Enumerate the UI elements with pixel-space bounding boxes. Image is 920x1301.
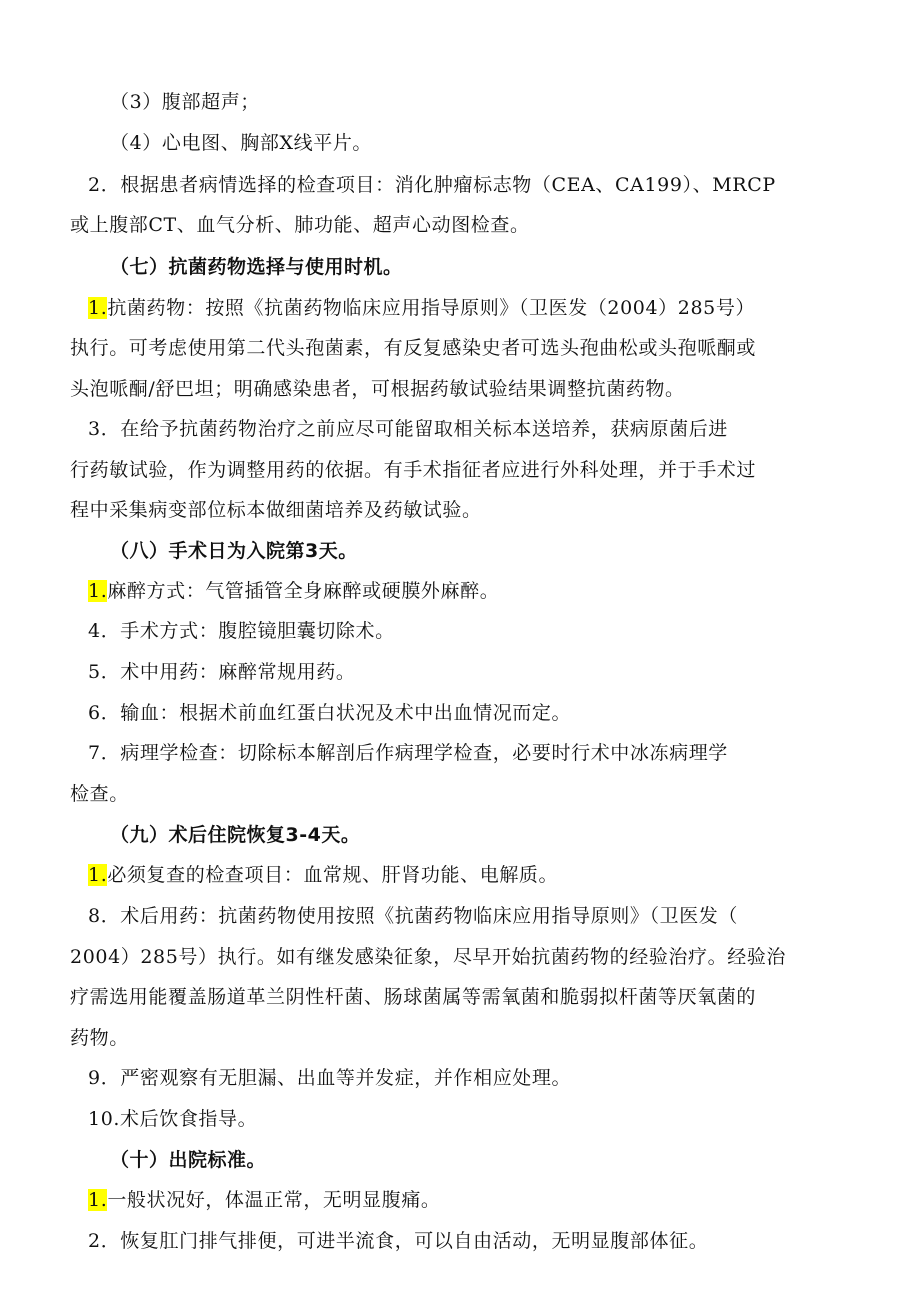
paragraph-antibiotics-line2: 执行。可考虑使用第二代头孢菌素，有反复感染史者可选头孢曲松或头孢哌酮或 [70, 337, 757, 359]
paragraph-complications: 9．严密观察有无胆漏、出血等并发症，并作相应处理。 [88, 1067, 572, 1089]
paragraph-anesthesia [88, 577, 499, 605]
paragraph-antibiotics-line1 [88, 294, 755, 322]
paragraph-postop-drugs-line4: 药物。 [70, 1027, 129, 1049]
paragraph-surgery-method: 4．手术方式：腹腔镜胆囊切除术。 [88, 620, 395, 642]
paragraph-text: 麻醉方式：气管插管全身麻醉或硬膜外麻醉。 [107, 580, 500, 602]
paragraph-text: 一般状况好，体温正常，无明显腹痛。 [107, 1189, 441, 1211]
paragraph-culture-line1: 3．在给予抗菌药物治疗之前应尽可能留取相关标本送培养，获病原菌后进 [88, 418, 728, 440]
paragraph-exam-items-line2: 或上腹部CT、血气分析、肺功能、超声心动图检查。 [70, 214, 530, 236]
section-heading-discharge: （十）出院标准。 [110, 1149, 267, 1171]
paragraph-culture-line2: 行药敏试验，作为调整用药的依据。有手术指征者应进行外科处理，并于手术过 [70, 459, 757, 481]
paragraph-text: 必须复查的检查项目：血常规、肝肾功能、电解质。 [107, 864, 559, 886]
highlighted-number: 1. [88, 297, 108, 319]
paragraph-text: 抗菌药物：按照《抗菌药物临床应用指导原则》（卫医发（2004）285号） [107, 297, 756, 319]
paragraph-intraop-drugs: 5．术中用药：麻醉常规用药。 [88, 661, 356, 683]
list-item-ecg-xray: （4）心电图、胸部X线平片。 [110, 132, 373, 154]
paragraph-pathology-line2: 检查。 [70, 783, 129, 805]
paragraph-postop-drugs-line3: 疗需选用能覆盖肠道革兰阴性杆菌、肠球菌属等需氧菌和脆弱拟杆菌等厌氧菌的 [70, 986, 757, 1008]
paragraph-transfusion: 6．输血：根据术前血红蛋白状况及术中出血情况而定。 [88, 702, 572, 724]
paragraph-culture-line3: 程中采集病变部位标本做细菌培养及药敏试验。 [70, 499, 482, 521]
paragraph-postop-drugs-line2: 2004）285号）执行。如有继发感染征象，尽早开始抗菌药物的经验治疗。经验治 [70, 946, 787, 968]
highlighted-number: 1. [88, 864, 108, 886]
paragraph-discharge-criteria-2: 2．恢复肛门排气排便，可进半流食，可以自由活动，无明显腹部体征。 [88, 1230, 709, 1252]
section-heading-antibiotics: （七）抗菌药物选择与使用时机。 [110, 256, 403, 278]
section-heading-surgery-day: （八）手术日为入院第3天。 [110, 540, 358, 562]
paragraph-exam-items-line1: 2．根据患者病情选择的检查项目：消化肿瘤标志物（CEA、CA199）、MRCP [88, 174, 776, 196]
paragraph-discharge-criteria-1 [88, 1186, 441, 1214]
highlighted-number: 1. [88, 1189, 108, 1211]
list-item-abdominal-ultrasound: （3）腹部超声； [110, 91, 260, 113]
paragraph-recheck-items [88, 861, 558, 889]
paragraph-postop-drugs-line1: 8．术后用药：抗菌药物使用按照《抗菌药物临床应用指导原则》（卫医发（ [88, 905, 738, 927]
paragraph-pathology-line1: 7．病理学检查：切除标本解剖后作病理学检查，必要时行术中冰冻病理学 [88, 742, 728, 764]
section-heading-recovery: （九）术后住院恢复3-4天。 [110, 824, 361, 846]
paragraph-antibiotics-line3: 头泡哌酮/舒巴坦；明确感染患者，可根据药敏试验结果调整抗菌药物。 [70, 378, 685, 400]
paragraph-diet-guidance: 10.术后饮食指导。 [88, 1108, 258, 1130]
highlighted-number: 1. [88, 580, 108, 602]
